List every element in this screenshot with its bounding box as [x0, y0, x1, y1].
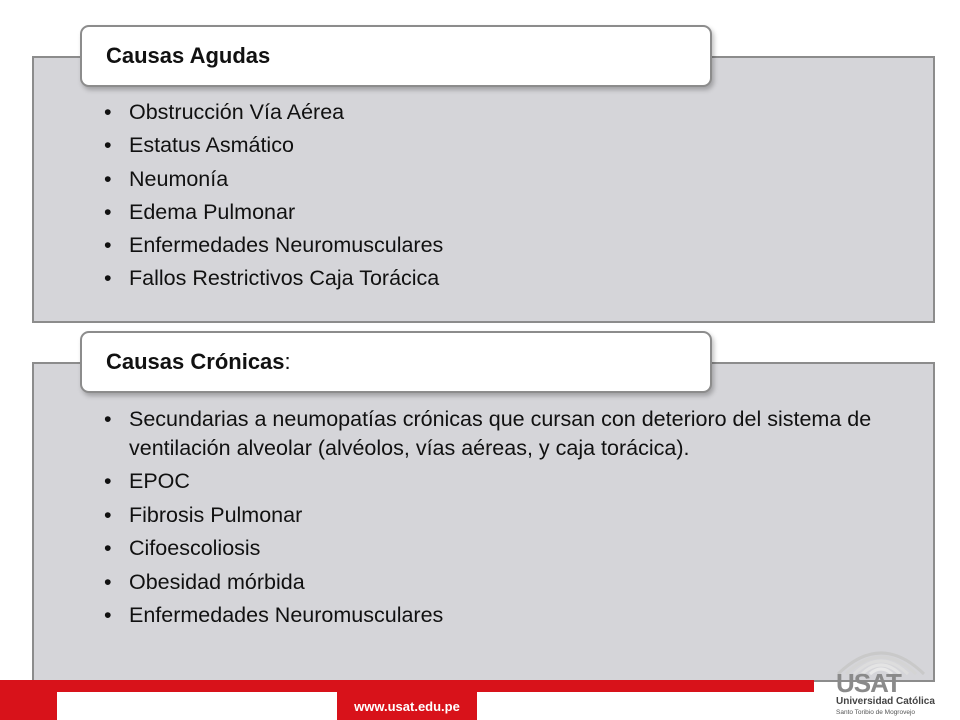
bullet-icon: •	[104, 166, 112, 191]
logo-university-subname: Santo Toribio de Mogrovejo	[836, 709, 916, 716]
list-item	[104, 568, 904, 597]
list-item	[104, 131, 904, 160]
list-item	[104, 98, 904, 127]
acute-causes-list	[104, 98, 904, 298]
bullet-icon: •	[104, 536, 112, 561]
bullet-icon: •	[104, 502, 112, 527]
list-item-text: Estatus Asmático	[129, 133, 294, 158]
acute-causes-title: Causas Agudas	[106, 43, 271, 68]
chronic-causes-list	[104, 405, 904, 634]
bullet-icon: •	[104, 602, 112, 627]
list-item	[104, 231, 904, 260]
footer-url-link[interactable]: www.usat.edu.pe	[354, 698, 460, 714]
usat-logo	[826, 636, 936, 720]
list-item-text: Neumonía	[129, 166, 229, 191]
list-item	[104, 405, 904, 463]
list-item-text: Enfermedades Neuromusculares	[129, 602, 444, 627]
list-item	[104, 467, 904, 496]
list-item-text: Fibrosis Pulmonar	[129, 502, 303, 527]
list-item-text: Obesidad mórbida	[129, 569, 305, 594]
bullet-icon: •	[104, 266, 112, 291]
list-item	[104, 501, 904, 530]
chronic-causes-header	[80, 331, 712, 393]
list-item-text: Cifoescoliosis	[129, 536, 261, 561]
chronic-causes-title: Causas Crónicas:	[106, 349, 291, 374]
list-item	[104, 198, 904, 227]
footer-url-tab	[337, 692, 477, 720]
bullet-icon: •	[104, 407, 112, 431]
list-item	[104, 165, 904, 194]
logo-university-name: Universidad Católica	[836, 696, 935, 707]
list-item-text: EPOC	[129, 469, 190, 494]
list-item	[104, 534, 904, 563]
footer-red-bar	[57, 680, 814, 692]
list-item-text: Obstrucción Vía Aérea	[129, 100, 345, 124]
list-item-text: Edema Pulmonar	[129, 199, 296, 224]
list-item-text: Fallos Restrictivos Caja Torácica	[129, 266, 440, 291]
footer-red-square	[0, 680, 57, 720]
bullet-icon: •	[104, 233, 112, 258]
list-item	[104, 264, 904, 293]
list-item	[104, 601, 904, 630]
bullet-icon: •	[104, 569, 112, 594]
bullet-icon: •	[104, 100, 112, 124]
bullet-icon: •	[104, 469, 112, 494]
list-item-text: Secundarias a neumopatías crónicas que cursan con deterioro del sistema de ventilación alveolar (alvéolos, vías aéreas, y caja torácica).	[129, 407, 872, 460]
bullet-icon: •	[104, 133, 112, 158]
acute-causes-header	[80, 25, 712, 87]
list-item-text: Enfermedades Neuromusculares	[129, 233, 444, 258]
bullet-icon: •	[104, 199, 112, 224]
logo-brand: USAT	[836, 668, 901, 698]
